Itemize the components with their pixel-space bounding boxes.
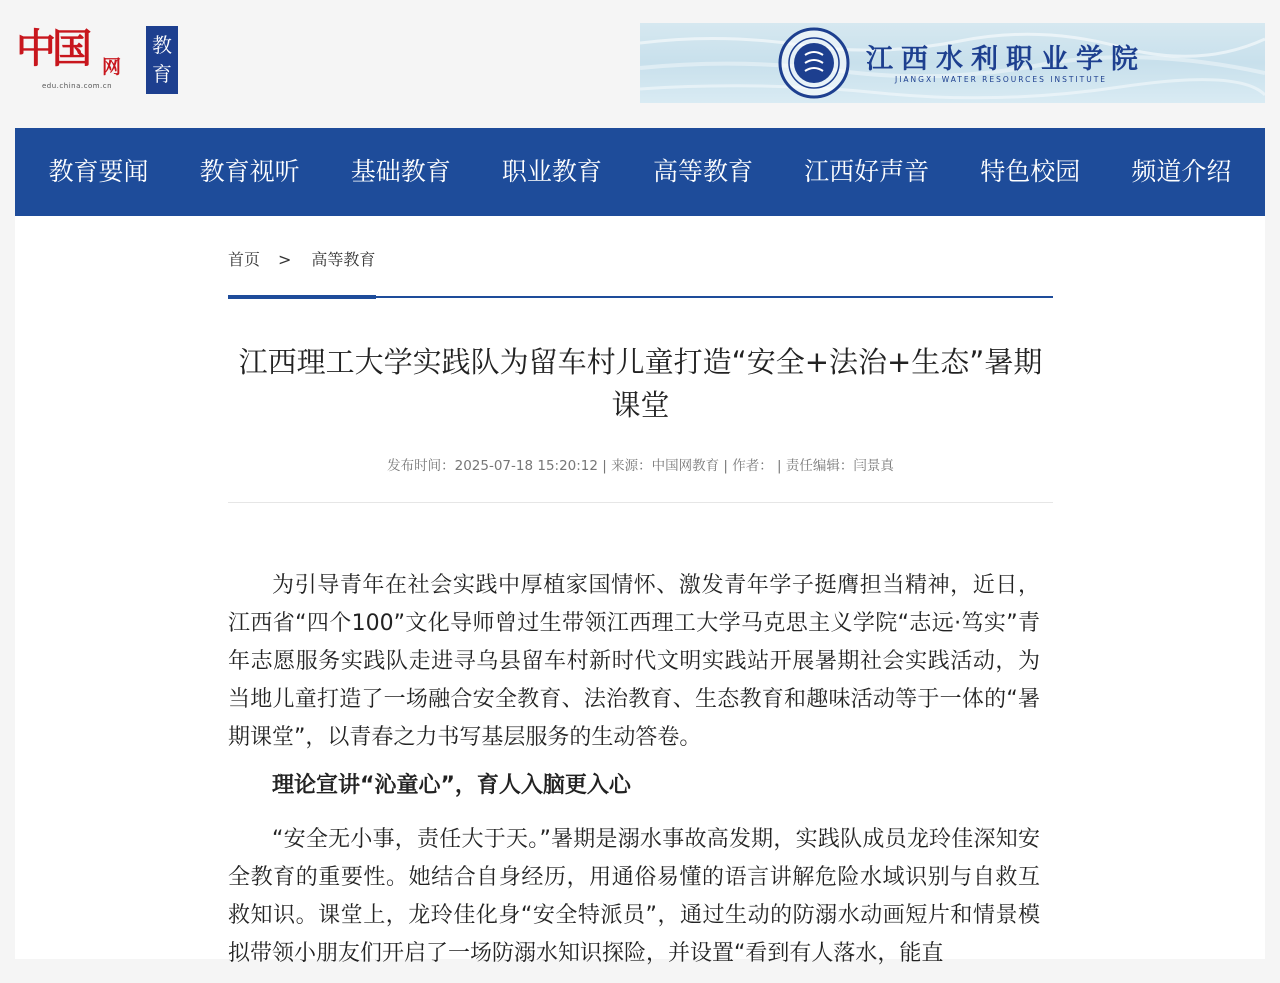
china-edu-logo[interactable]: [14, 22, 179, 96]
article-body: [228, 567, 1040, 983]
nav-item-jiangxi-voice[interactable]: 江西好声音: [804, 157, 930, 186]
sponsor-banner[interactable]: [640, 23, 1265, 103]
article-title: 江西理工大学实践队为留车村儿童打造“安全+法治+生态”暑期课堂: [238, 345, 1043, 422]
logo-url: edu.china.com.cn: [42, 82, 113, 90]
college-seal-icon: [778, 27, 850, 99]
article-paragraph: “安全无小事，责任大于天。”暑期是溺水事故高发期，实践队成员龙玲佳深知安全教育的重要性。她结合自身经历，用通俗易懂的语言讲解危险水域识别与自救互救知识。课堂上，龙玲佳化身“安全特派员”，通过生动的防溺水动画短片和情景模拟带领小朋友们开启了一场防溺水知识探险，并设置“看到有人落水，能直: [228, 827, 1040, 966]
nav-item-education-news[interactable]: 教育要闻: [48, 157, 149, 186]
breadcrumb-home[interactable]: 首页: [228, 250, 261, 269]
article-meta: 发布时间：2025-07-18 15:20:12 | 来源：中国网教育 | 作者： | 责任编辑：闫景真: [387, 458, 894, 474]
site-header: [0, 0, 1280, 128]
edu-badge-char-1: 教: [152, 33, 172, 57]
college-name-cn: 江西水利职业学院: [866, 44, 1146, 75]
logo-china-text: 中国: [16, 25, 88, 72]
edu-channel-badge: [146, 26, 178, 94]
china-net-logo: [14, 22, 144, 96]
breadcrumb-separator: >: [278, 250, 292, 269]
article-subheading: 理论宣讲“沁童心”，育人入脑更入心: [272, 773, 631, 798]
article-paragraph: 为引导青年在社会实践中厚植家国情怀、激发青年学子挺膺担当精神，近日，江西省“四个100”文化导师曾过生带领江西理工大学马克思主义学院“志远·笃实”青年志愿服务实践队走进寻乌县留车村新时代文明实践站开展暑期社会实践活动，为当地儿童打造了一场融合安全教育、法治教育、生态教育和趣味活动等于一体的“暑期课堂”，以青春之力书写基层服务的生动答卷。: [228, 573, 1040, 750]
article-page: [15, 216, 1265, 966]
edu-badge-char-2: 育: [152, 62, 172, 86]
logo-wang-text: 网: [102, 56, 122, 78]
breadcrumb-current[interactable]: 高等教育: [311, 250, 376, 269]
nav-item-featured-campus[interactable]: 特色校园: [980, 157, 1081, 186]
nav-item-basic-education[interactable]: 基础教育: [350, 157, 451, 186]
main-navigation: [15, 128, 1265, 216]
college-name-en: JIANGXI WATER RESOURCES INSTITUTE: [895, 75, 1108, 84]
breadcrumb: [228, 247, 375, 270]
nav-item-higher-education[interactable]: 高等教育: [653, 157, 754, 186]
nav-item-education-video[interactable]: 教育视听: [199, 157, 300, 186]
meta-divider: [228, 502, 1053, 503]
nav-item-channel-intro[interactable]: 频道介绍: [1131, 157, 1232, 186]
nav-item-vocational-education[interactable]: 职业教育: [501, 157, 602, 186]
breadcrumb-divider-accent: [228, 295, 376, 299]
